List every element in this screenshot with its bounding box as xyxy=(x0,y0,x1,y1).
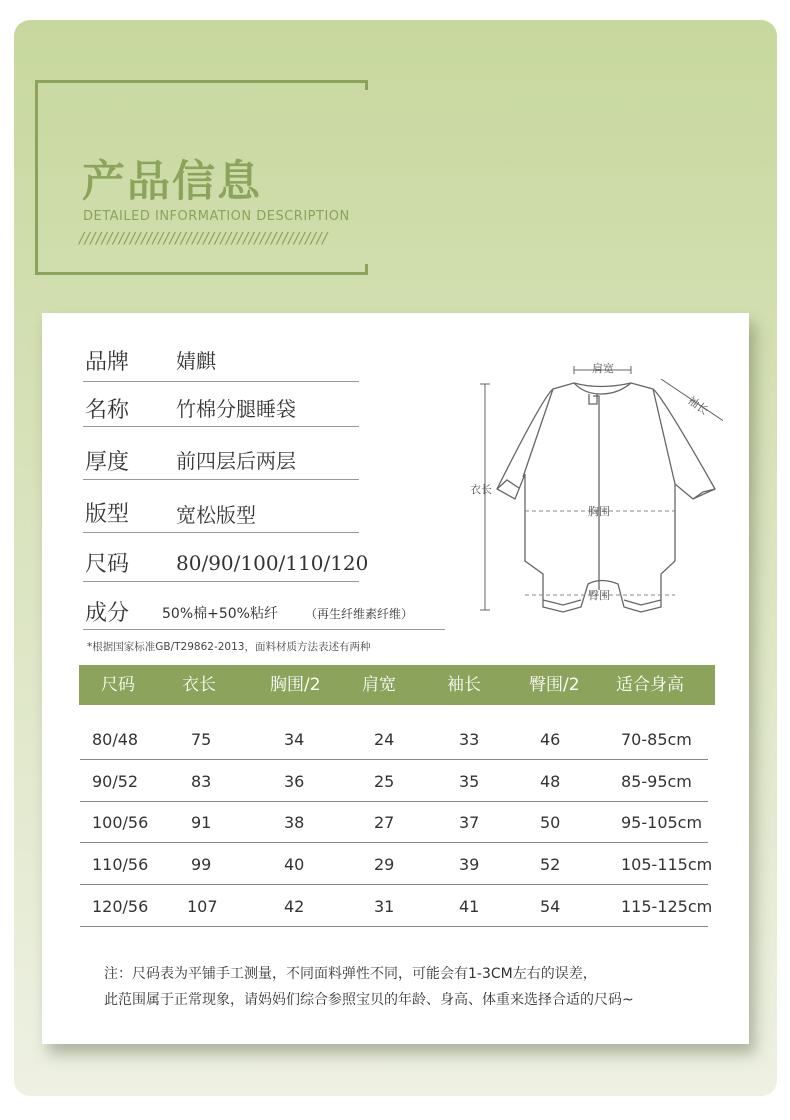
table-row xyxy=(80,885,713,927)
info-card xyxy=(42,313,749,1044)
fit-value: 宽松版型 xyxy=(176,503,256,527)
standard-note: *根据国家标准GB/T29862-2013，面料材质方法表述有两种 xyxy=(87,641,371,653)
cell-chest: 40 xyxy=(284,855,305,874)
name-value: 竹棉分腿睡袋 xyxy=(176,397,296,421)
composition-label: 成分 xyxy=(85,601,130,626)
cell-shoulder: 27 xyxy=(374,813,395,832)
col-header-chest: 胸围/2 xyxy=(270,675,321,695)
cell-length: 83 xyxy=(191,772,212,791)
brand-value: 婧麒 xyxy=(176,349,216,373)
cell-sleeve: 37 xyxy=(459,813,480,832)
cell-chest: 38 xyxy=(284,813,305,832)
footnote-line-1: 注：尺码表为平铺手工测量，不同面料弹性不同，可能会有1-3CM左右的误差， xyxy=(104,966,597,982)
footnote-line-2: 此范围属于正常现象，请妈妈们综合参照宝贝的年龄、身高、体重来选择合适的尺码~ xyxy=(104,992,634,1008)
cell-hip: 54 xyxy=(540,897,561,916)
cell-length: 99 xyxy=(191,855,212,874)
cell-chest: 36 xyxy=(284,772,305,791)
size-label: 尺码 xyxy=(85,552,130,577)
cell-sleeve: 41 xyxy=(459,897,480,916)
divider xyxy=(83,629,445,630)
cell-size: 90/52 xyxy=(92,772,139,791)
cell-shoulder: 24 xyxy=(374,730,395,749)
name-label: 名称 xyxy=(85,398,130,423)
frame-right-top xyxy=(365,80,368,90)
cell-size: 120/56 xyxy=(92,897,149,916)
cell-height: 85-95cm xyxy=(621,772,692,791)
length-label: 衣长 xyxy=(470,483,492,496)
col-header-shoulder: 肩宽 xyxy=(362,675,396,695)
cell-sleeve: 39 xyxy=(459,855,480,874)
cell-hip: 46 xyxy=(540,730,561,749)
divider xyxy=(83,532,359,533)
thickness-value: 前四层后两层 xyxy=(176,449,296,473)
cell-hip: 50 xyxy=(540,813,561,832)
shoulder-label: 肩宽 xyxy=(592,362,614,375)
frame-left xyxy=(35,80,38,275)
col-header-height: 适合身高 xyxy=(616,675,684,695)
cell-hip: 52 xyxy=(540,855,561,874)
page-subtitle: DETAILED INFORMATION DESCRIPTION xyxy=(83,209,350,224)
col-header-sleeve: 袖长 xyxy=(447,675,481,695)
col-header-hip: 臀围/2 xyxy=(529,675,580,695)
size-table-header xyxy=(79,665,715,705)
table-row xyxy=(80,843,713,885)
sleeve-label: 袖长 xyxy=(685,393,711,418)
cell-sleeve: 33 xyxy=(459,730,480,749)
col-header-length: 衣长 xyxy=(182,675,216,695)
cell-size: 80/48 xyxy=(92,730,139,749)
cell-chest: 34 xyxy=(284,730,305,749)
cell-height: 105-115cm xyxy=(621,855,713,874)
cell-hip: 48 xyxy=(540,772,561,791)
cell-height: 95-105cm xyxy=(621,813,703,832)
table-row xyxy=(80,801,708,843)
garment-diagram xyxy=(463,362,723,622)
page-title: 产品信息 xyxy=(82,157,262,207)
cell-size: 110/56 xyxy=(92,855,149,874)
composition-value: 50%棉+50%粘纤 xyxy=(162,606,278,622)
table-row xyxy=(80,760,708,802)
cell-length: 75 xyxy=(191,730,212,749)
divider xyxy=(83,581,359,582)
divider xyxy=(83,479,359,480)
frame-bottom xyxy=(35,272,368,275)
chest-label: 胸围 xyxy=(588,505,610,518)
table-row xyxy=(80,718,708,760)
cell-chest: 42 xyxy=(284,897,305,916)
cell-length: 91 xyxy=(191,813,212,832)
decorative-slashes: //////////////////////////////////////////// xyxy=(79,229,328,247)
hip-label: 臀围 xyxy=(588,589,610,602)
divider xyxy=(83,381,359,382)
thickness-label: 厚度 xyxy=(85,450,130,475)
frame-top xyxy=(35,80,368,83)
brand-label: 品牌 xyxy=(85,350,130,375)
composition-note: （再生纤维素纤维） xyxy=(305,607,414,621)
fit-label: 版型 xyxy=(85,502,130,527)
cell-size: 100/56 xyxy=(92,813,149,832)
divider xyxy=(83,426,359,427)
cell-shoulder: 31 xyxy=(374,897,395,916)
cell-shoulder: 25 xyxy=(374,772,395,791)
cell-height: 70-85cm xyxy=(621,730,692,749)
cell-length: 107 xyxy=(187,897,218,916)
frame-right-bottom xyxy=(365,264,368,275)
size-value: 80/90/100/110/120 xyxy=(176,551,369,575)
cell-sleeve: 35 xyxy=(459,772,480,791)
cell-shoulder: 29 xyxy=(374,855,395,874)
cell-height: 115-125cm xyxy=(621,897,713,916)
col-header-size: 尺码 xyxy=(101,675,135,695)
